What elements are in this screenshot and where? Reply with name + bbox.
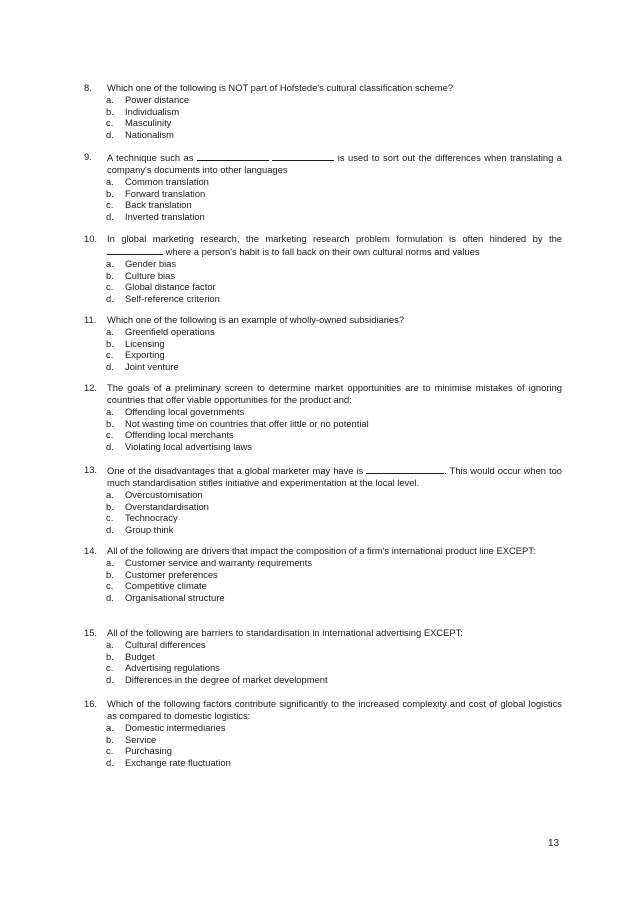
option-letter: a. [106,406,114,417]
option-a [106,94,562,106]
option-b [106,501,562,513]
question-number: 12. [84,382,98,393]
option-b [106,734,562,746]
question-11 [84,314,562,372]
question-12 [84,382,562,452]
option-d [106,129,562,141]
answer-blank [366,464,444,474]
options-list [84,176,562,222]
option-letter: b. [106,269,114,281]
option-letter: d. [106,440,114,452]
option-c [106,662,562,674]
question-stem [107,233,562,258]
option-text: Violating local advertising laws [125,440,252,452]
option-letter: a. [106,94,114,105]
option-letter: b. [106,187,114,199]
option-letter: b. [106,105,114,117]
option-letter: a. [106,258,114,269]
question-stem: Which one of the following is NOT part of Hofstede's cultural classification scheme? [107,82,454,93]
question-stem: The goals of a preliminary screen to determine market opportunities are to minimise mistakes of ignoring countries that offer viable opportunities for the product and: [107,382,562,405]
options-list [84,557,562,603]
option-text: Joint venture [125,360,179,372]
option-text: Customer service and warranty requirements [125,557,313,568]
question-number: 11. [84,314,97,325]
option-text: Overstandardisation [125,500,209,512]
option-d [106,674,562,686]
option-text: Self-reference criterion [125,292,220,304]
question-number: 9. [84,151,92,162]
answer-blank [197,151,269,161]
option-text: Nationalism [125,128,174,140]
options-list [84,94,562,140]
option-letter: a. [106,326,114,337]
option-text: Licensing [125,337,165,349]
options-list [84,722,562,768]
option-text: Not wasting time on countries that offer little or no potential [125,417,369,429]
options-list [84,406,562,452]
option-d [106,441,562,453]
option-letter: b. [106,733,114,745]
option-text: Global distance factor [125,281,216,293]
option-a [106,557,562,569]
option-text: Competitive climate [125,580,207,592]
page-number: 13 [548,838,560,849]
option-c [106,745,562,757]
option-b [106,569,562,581]
option-letter: c. [106,429,114,441]
question-9 [84,151,562,222]
option-text: Masculinity [125,117,172,129]
option-letter: d. [106,523,114,535]
option-letter: c. [106,512,114,524]
option-text: Forward translation [125,187,206,199]
option-text: Domestic intermediaries [125,722,226,733]
option-letter: a. [106,722,114,733]
option-d [106,361,562,373]
option-b [106,106,562,118]
option-a [106,258,562,270]
stem-text-after-blank: where a person's habit is to fall back on their own cultural norms and values [165,246,480,257]
option-text: Technocracy [125,512,178,524]
question-14 [84,545,562,603]
question-10 [84,233,562,304]
question-16 [84,698,562,768]
option-letter: d. [106,292,114,304]
option-text: Organisational structure [125,591,225,603]
option-letter: d. [106,210,114,222]
option-b [106,418,562,430]
option-letter: d. [106,128,114,140]
option-text: Common translation [125,176,209,187]
option-c [106,512,562,524]
option-d [106,293,562,305]
option-c [106,349,562,361]
question-stem [107,151,562,176]
option-letter: a. [106,489,114,500]
option-text: Offending local governments [125,406,245,417]
option-text: Budget [125,650,155,662]
answer-blank [272,151,334,161]
option-c [106,117,562,129]
stem-text-after-blank: . This would occur when too much standardisation stifles initiative and experimentation at the local level. [107,465,563,488]
stem-text-after-blank: is used to sort out the differences when translating a company's documents into other languages [107,152,562,175]
option-letter: c. [106,745,114,757]
question-stem: Which one of the following is an example of wholly-owned subsidiaries? [107,314,405,325]
option-letter: c. [106,199,114,211]
option-d [106,757,562,769]
option-letter: b. [106,568,114,580]
option-text: Customer preferences [125,568,218,580]
question-stem: All of the following are barriers to standardisation in international advertising EXCEPT: [107,627,463,638]
option-a [106,722,562,734]
option-a [106,176,562,188]
option-a [106,639,562,651]
option-letter: d. [106,591,114,603]
question-8 [84,82,562,140]
question-number: 13. [84,464,98,475]
question-stem [107,464,562,489]
option-text: Service [125,733,157,745]
option-d [106,211,562,223]
options-list [84,639,562,685]
option-letter: b. [106,650,114,662]
question-stem: Which of the following factors contribute significantly to the increased complexity and cost of global logistics as compared to domestic logistics: [107,698,562,721]
option-letter: d. [106,756,114,768]
question-stem: All of the following are drivers that impact the composition of a firm's international product line EXCEPT: [107,545,536,556]
option-text: Inverted translation [125,210,205,222]
option-letter: a. [106,557,114,568]
option-text: Greenfield operations [125,326,215,337]
option-text: Back translation [125,199,192,211]
option-c [106,580,562,592]
option-letter: a. [106,176,114,187]
option-a [106,326,562,338]
option-b [106,651,562,663]
options-list [84,489,562,535]
option-b [106,270,562,282]
option-b [106,188,562,200]
option-text: Advertising regulations [125,662,220,674]
option-text: Culture bias [125,269,176,281]
option-letter: b. [106,417,114,429]
option-letter: c. [106,349,114,361]
option-letter: d. [106,673,114,685]
stem-text-before-blank: A technique such as [107,152,194,163]
question-number: 15. [84,627,98,638]
option-a [106,489,562,501]
option-letter: b. [106,337,114,349]
option-d [106,592,562,604]
option-text: Overcustomisation [125,489,203,500]
option-letter: c. [106,580,114,592]
option-c [106,281,562,293]
question-number: 8. [84,82,92,93]
options-list [84,326,562,372]
stem-text-before-blank: In global marketing research, the marketing research problem formulation is often hindered by the [107,233,562,244]
option-c [106,199,562,211]
option-text: Individualism [125,105,180,117]
option-c [106,429,562,441]
option-a [106,406,562,418]
option-letter: d. [106,360,114,372]
option-d [106,524,562,536]
question-number: 14. [84,545,98,556]
option-text: Exchange rate fluctuation [125,756,231,768]
option-letter: b. [106,500,114,512]
option-letter: a. [106,639,114,650]
option-letter: c. [106,117,114,129]
option-text: Purchasing [125,745,172,757]
question-15 [84,627,562,685]
option-text: Cultural differences [125,639,206,650]
option-letter: c. [106,281,114,293]
option-text: Differences in the degree of market development [125,673,328,685]
option-text: Power distance [125,94,190,105]
question-number: 16. [84,698,98,709]
option-b [106,338,562,350]
question-13 [84,464,562,535]
option-text: Gender bias [125,258,177,269]
options-list [84,258,562,304]
stem-text-before-blank: One of the disadvantages that a global marketer may have is [107,465,364,476]
answer-blank [107,245,163,255]
option-text: Group think [125,523,174,535]
option-text: Offending local merchants [125,429,234,441]
question-number: 10. [84,233,98,244]
option-text: Exporting [125,349,165,361]
option-letter: c. [106,662,114,674]
